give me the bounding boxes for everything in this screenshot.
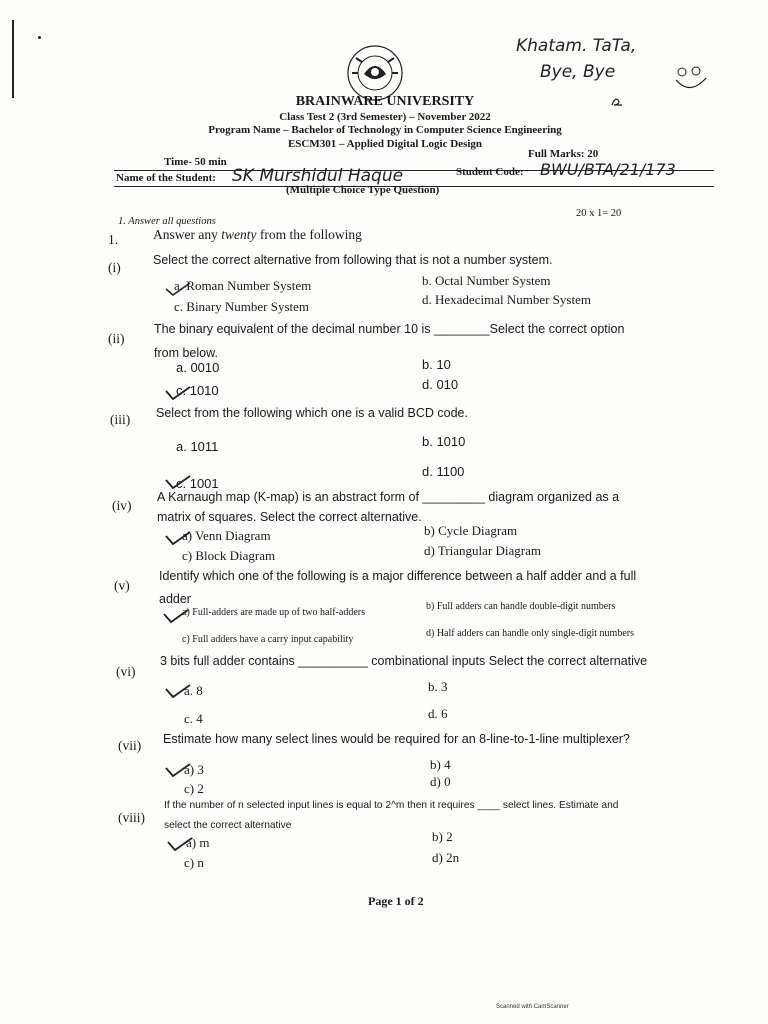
q7-option-b: b) 4 [430,757,451,772]
q2-option-c: c. 1010 [176,383,219,398]
q1-option-d: d. Hexadecimal Number System [422,292,591,307]
q3-text: Select from the following which one is a valid BCD code. [156,406,468,420]
q2-option-d: d. 010 [422,377,459,392]
checkmark-icon [164,474,192,490]
checkmark-icon [164,281,192,297]
q6-option-c: c. 4 [184,711,203,726]
q5-text-line1: Identify which one of the following is a major difference between a half adder and a full [159,569,637,583]
q6-option-d: d. 6 [428,706,448,721]
handwriting-line2: Bye, Bye [540,62,616,82]
page-number: Page 1 of 2 [368,894,424,908]
q4-option-d: d) Triangular Diagram [424,543,541,558]
q6-number: (vi) [116,664,136,679]
student-name-label: Name of the Student: [116,172,216,184]
course-name: ESCM301 – Applied Digital Logic Design [287,138,483,150]
section-title: (Multiple Choice Type Question) [286,184,440,196]
q7-option-c: c) 2 [184,781,204,796]
q2-option-a: a. 0010 [176,360,220,375]
checkmark-icon [164,762,192,778]
q7-option-a: a) 3 [184,762,204,777]
q8-option-c: c) n [184,855,204,870]
q8-option-b: b) 2 [432,829,453,844]
q5-option-b: b) Full adders can handle double-digit numbers [426,601,616,612]
q5-number: (v) [114,578,130,593]
university-name: BRAINWARE UNIVERSITY [295,94,475,109]
full-marks: Full Marks: 20 [528,148,599,160]
student-name-value: SK Murshidul Haque [232,166,404,186]
q8-number: (viii) [118,810,145,825]
margin-line [12,20,14,98]
q3-option-b: b. 1010 [422,434,466,449]
q2-text-line2: from below. [154,346,218,360]
q7-option-d: d) 0 [430,774,451,789]
q6-option-b: b. 3 [428,679,448,694]
smiley-doodle [672,64,712,98]
q8-text-line1: If the number of n selected input lines is equal to 2^m then it requires ____ select lines. Estimate and [164,800,619,811]
q8-option-d: d) 2n [432,850,460,865]
q6-text: 3 bits full adder contains __________ combinational inputs Select the correct alternative [160,654,648,668]
q4-option-a: a) Venn Diagram [182,528,271,543]
q4-text-line1: A Karnaugh map (K-map) is an abstract form of _________ diagram organized as a [157,490,620,504]
q3-option-a: a. 1011 [176,439,219,454]
q1-text: Select the correct alternative from following that is not a number system. [153,253,553,267]
program-name: Program Name – Bachelor of Technology in Computer Science Engineering [208,124,562,136]
q1-option-b: b. Octal Number System [422,273,551,288]
checkmark-icon [162,608,190,624]
q4-option-c: c) Block Diagram [182,548,276,563]
test-title: Class Test 2 (3rd Semester) – November 2022 [279,111,491,123]
student-code-label: Student Code: [456,166,524,178]
handwriting-line1: Khatam. TaTa, [516,36,637,56]
q1-option-a: a. Roman Number System [174,278,312,293]
q3-option-c: c. 1001 [176,476,219,491]
q2-option-b: b. 10 [422,357,451,372]
q7-number: (vii) [118,738,142,753]
scanner-watermark: Scanned with CamScanner [496,1004,569,1010]
q7-text: Estimate how many select lines would be required for an 8-line-to-1-line multiplexer? [163,732,630,746]
q5-option-a: a) Full-adders are made up of two half-adders [182,607,365,618]
checkmark-icon [166,836,194,852]
q8-option-a: a) m [186,835,210,850]
checkmark-icon [164,530,192,546]
margin-dot [38,36,41,39]
q1-option-c: c. Binary Number System [174,299,310,314]
q3-option-d: d. 1100 [422,464,465,479]
q4-text-line2: matrix of squares. Select the correct alternative. [157,510,422,524]
q4-number: (iv) [112,498,132,513]
q2-number: (ii) [108,331,125,346]
q1-number: (i) [108,260,121,275]
q6-option-a: a. 8 [184,683,203,698]
q5-option-d: d) Half adders can handle only single-digit numbers [426,628,634,639]
checkmark-icon [164,385,192,401]
marks-distribution: 20 x 1= 20 [576,208,622,219]
student-code-value: BWU/BTA/21/173 [540,160,676,179]
instruction-number: 1. [108,232,119,247]
q4-option-b: b) Cycle Diagram [424,523,518,538]
q2-text-line1: The binary equivalent of the decimal number 10 is ________Select the correct option [154,322,625,336]
q5-text-line2: adder [159,592,191,606]
q8-text-line2: select the correct alternative [164,820,292,831]
q3-number: (iii) [110,412,131,427]
q5-option-c: c) Full adders have a carry input capability [182,634,354,645]
time-label: Time- 50 min [164,156,227,168]
instruction-text: Answer any twenty from the following [153,227,362,242]
instruction-note: 1. Answer all questions [118,216,216,227]
checkmark-icon [164,683,192,699]
